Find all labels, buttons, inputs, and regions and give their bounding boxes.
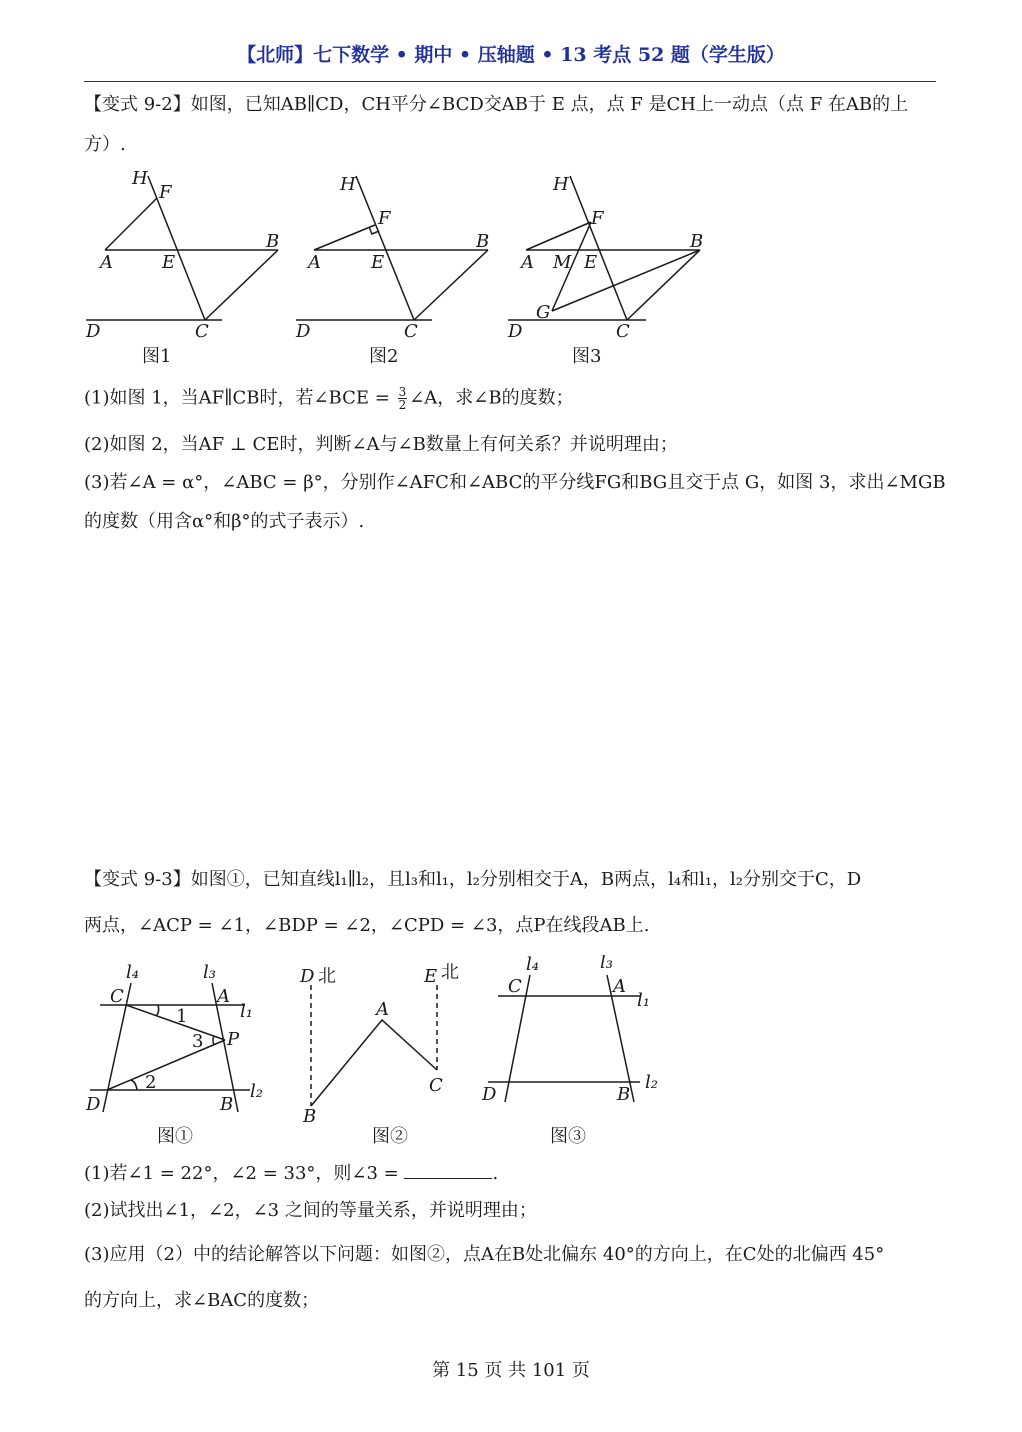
f2-label-north-e: 北 [441, 962, 459, 983]
f3-label-l2: l₂ [645, 1072, 658, 1093]
f2-label-d: D [300, 966, 315, 987]
p93-q1-before: (1)若∠1 = 22°，∠2 = 33°，则∠3 = [84, 1163, 405, 1184]
f1-label-l1: l₁ [240, 1001, 253, 1022]
p92-q1-frac-den: 2 [398, 398, 407, 412]
f3-label-l1: l₁ [637, 990, 650, 1011]
p93-question-1 [84, 1162, 498, 1185]
p93-question-3-line1: (3)应用（2）中的结论解答以下问题：如图②，点A在B处北偏东 40°的方向上，在C处的北偏西 45° [84, 1244, 885, 1265]
f1-label-a: A [217, 986, 230, 1007]
f2-label-a: A [376, 999, 389, 1020]
page-header: 【北师】七下数学 • 期中 • 压轴题 • 13 考点 52 题（学生版） [237, 44, 785, 66]
fig2-label-h: H [340, 174, 356, 195]
page-footer: 第 15 页 共 101 页 [432, 1360, 590, 1381]
fig3-label-m: M [553, 252, 572, 273]
p92-figures [0, 165, 1022, 350]
p93-intro-line2: 两点，∠ACP = ∠1，∠BDP = ∠2，∠CPD = ∠3，点P在线段AB上. [84, 915, 650, 936]
p93-caption-2: 图② [372, 1126, 408, 1147]
p92-q1-fraction [398, 386, 408, 411]
f1-angle-3-arc [213, 1036, 214, 1045]
p93-question-2: (2)试找出∠1，∠2，∠3 之间的等量关系，并说明理由； [84, 1200, 537, 1221]
fig1-label-e: E [162, 252, 176, 273]
fig2-label-c: C [404, 321, 418, 342]
f1-label-angle-3: 3 [192, 1031, 204, 1052]
fig1-label-a: A [100, 252, 113, 273]
p93-intro-line1: 【变式 9-3】如图①，已知直线l₁∥l₂，且l₃和l₁，l₂分别相交于A，B两点，l₄和l₁，l₂分别交于C，D [84, 869, 862, 890]
fig2-line-hc [356, 176, 414, 320]
fig2-label-d: D [296, 321, 311, 342]
f1-label-d: D [86, 1094, 101, 1115]
fig3-line-hc [570, 176, 627, 320]
p92-q1-frac-num: 3 [398, 385, 407, 399]
p92-caption-2: 图2 [369, 346, 399, 367]
fig3-label-d: D [508, 321, 523, 342]
fig3-label-f: F [591, 208, 604, 229]
fig2-line-af [314, 225, 375, 250]
p92-intro-line1: 【变式 9-2】如图，已知AB∥CD，CH平分∠BCD交AB于 E 点，点 F 是CH上一动点（点 F 在AB的上 [84, 94, 909, 115]
f3-label-d: D [482, 1084, 497, 1105]
fig2-label-e: E [371, 252, 385, 273]
p93-question-3-line2: 的方向上，求∠BAC的度数； [84, 1290, 320, 1311]
f3-label-c: C [508, 976, 522, 997]
f2-path-bac [311, 1020, 437, 1106]
p92-question-3-line2: 的度数（用含α°和β°的式子表示）. [84, 511, 365, 532]
f1-angle-1-arc [156, 1005, 159, 1016]
f3-label-a: A [613, 976, 626, 997]
fig2-line-bc [414, 250, 488, 320]
fig3-label-h: H [553, 174, 569, 195]
fig3-label-a: A [521, 252, 534, 273]
p93-q1-after: . [492, 1163, 499, 1184]
p92-question-2: (2)如图 2，当AF ⊥ CE时，判断∠A与∠B数量上有何关系？并说明理由； [84, 434, 678, 455]
fig2-label-b: B [476, 231, 490, 252]
fig3-line-bc [627, 250, 700, 320]
f1-label-angle-2: 2 [145, 1072, 157, 1093]
p92-q1-after: ∠A，求∠B的度数； [409, 387, 574, 409]
p92-q1-before: (1)如图 1，当AF∥CB时，若∠BCE = [84, 387, 396, 409]
f1-label-c: C [110, 986, 124, 1007]
fig3-label-e: E [584, 252, 598, 273]
p92-question-3-line1: (3)若∠A = α°，∠ABC = β°，分别作∠AFC和∠ABC的平分线FG和BG且交于点 G，如图 3，求出∠MGB [84, 472, 946, 493]
f1-label-p: P [227, 1029, 240, 1050]
f1-label-l4: l₄ [126, 962, 139, 983]
f1-label-angle-1: 1 [176, 1006, 188, 1027]
p93-figures [0, 955, 1022, 1125]
f1-label-b: B [220, 1094, 234, 1115]
f2-label-e: E [424, 966, 438, 987]
fig2-label-f: F [378, 208, 391, 229]
p92-question-1 [84, 386, 574, 411]
f1-angle-2-arc [131, 1080, 137, 1090]
fig1-label-f: F [159, 182, 172, 203]
p93-caption-1: 图① [157, 1126, 193, 1147]
f3-label-l3: l₃ [600, 955, 613, 973]
fig1-label-c: C [195, 321, 209, 342]
f2-label-c: C [429, 1075, 443, 1096]
fig3-label-b: B [690, 231, 704, 252]
fig1-line-af [105, 198, 157, 250]
p92-caption-1: 图1 [142, 346, 172, 367]
f1-line-dp [107, 1040, 225, 1090]
f3-label-l4: l₄ [526, 955, 539, 975]
header-rule [84, 81, 936, 82]
fig3-label-g: G [536, 302, 551, 323]
p93-q1-answer-blank [404, 1162, 492, 1179]
f2-label-b: B [303, 1106, 317, 1125]
p93-caption-3: 图③ [550, 1126, 586, 1147]
p92-caption-3: 图3 [572, 346, 602, 367]
fig3-label-c: C [616, 321, 630, 342]
f3-label-b: B [617, 1084, 631, 1105]
p92-intro-line2: 方）. [84, 134, 126, 155]
fig1-line-bc [205, 250, 278, 320]
f2-label-north-d: 北 [318, 966, 336, 987]
f1-label-l2: l₂ [250, 1081, 263, 1102]
fig2-label-a: A [308, 252, 321, 273]
fig1-label-d: D [86, 321, 101, 342]
f1-label-l3: l₃ [203, 962, 216, 983]
fig1-label-h: H [132, 168, 148, 189]
fig1-label-b: B [266, 231, 280, 252]
